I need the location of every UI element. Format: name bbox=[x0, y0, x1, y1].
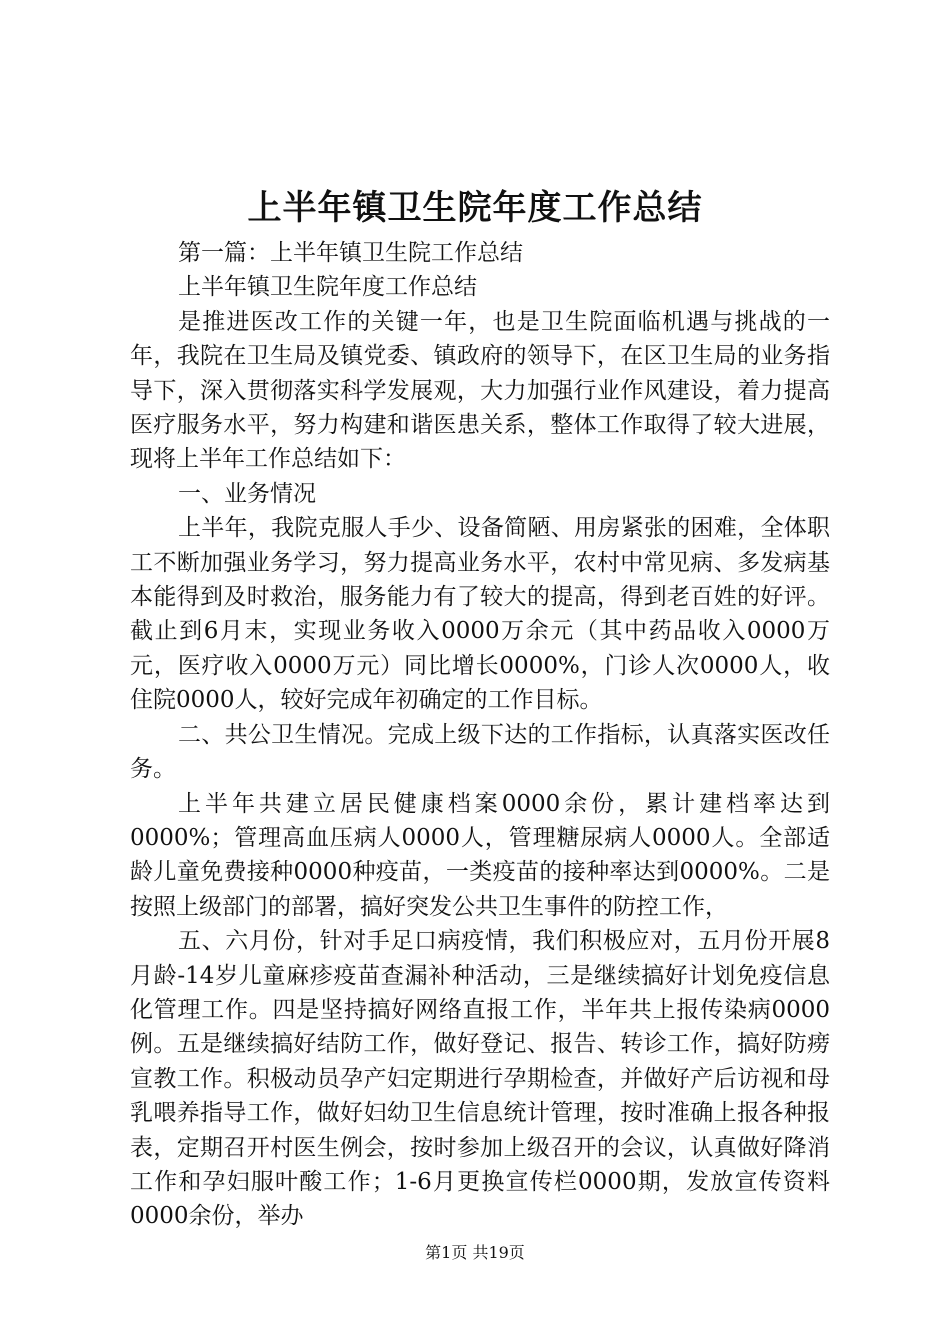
body-paragraph: 五、六月份，针对手足口病疫情，我们积极应对，五月份开展8月龄-14岁儿童麻疹疫苗查漏补种活动，三是继续搞好计划免疫信息化管理工作。四是坚持搞好网络直报工作，半年共上报传染病0000例。五是继续搞好结防工作，做好登记、报告、转诊工作，搞好防痨宣教工作。积极动员孕产妇定期进行孕期检查，并做好产后访视和母乳喂养指导工作，做好妇幼卫生信息统计管理，按时准确上报各种报表，定期召开村医生例会，按时参加上级召开的会议，认真做好降消工作和孕妇服叶酸工作；1-6月更换宣传栏0000期，发放宣传资料0000余份，举办 bbox=[130, 928, 830, 1230]
body-paragraph: 是推进医改工作的关键一年，也是卫生院面临机遇与挑战的一年，我院在卫生局及镇党委、镇政府的领导下，在区卫生局的业务指导下，深入贯彻落实科学发展观，大力加强行业作风建设，着力提高医疗服务水平，努力构建和谐医患关系，整体工作取得了较大进展，现将上半年工作总结如下： bbox=[130, 308, 830, 473]
section-heading: 二、共公卫生情况。完成上级下达的工作指标，认真落实医改任务。 bbox=[130, 721, 830, 783]
page-footer: 第1页 共19页 bbox=[425, 1243, 525, 1262]
section-heading: 第一篇：上半年镇卫生院工作总结 bbox=[178, 240, 523, 266]
document-title: 上半年镇卫生院年度工作总结 bbox=[247, 188, 703, 228]
document-body bbox=[130, 236, 830, 1234]
section-heading: 一、业务情况 bbox=[178, 480, 316, 507]
subtitle: 上半年镇卫生院年度工作总结 bbox=[178, 274, 477, 301]
body-paragraph: 上半年，我院克服人手少、设备简陋、用房紧张的困难，全体职工不断加强业务学习，努力提高业务水平，农村中常见病、多发病基本能得到及时救治，服务能力有了较大的提高，得到老百姓的好评。截止到6月末，实现业务收入0000万余元（其中药品收入0000万元，医疗收入0000万元）同比增长0000%，门诊人次0000人，收住院0000人，较好完成年初确定的工作目标。 bbox=[130, 515, 830, 714]
body-paragraph: 上半年共建立居民健康档案0000余份，累计建档率达到0000%；管理高血压病人0000人，管理糖尿病人0000人。全部适龄儿童免费接种0000种疫苗，一类疫苗的接种率达到0000%。二是按照上级部门的部署，搞好突发公共卫生事件的防控工作， bbox=[130, 790, 830, 920]
